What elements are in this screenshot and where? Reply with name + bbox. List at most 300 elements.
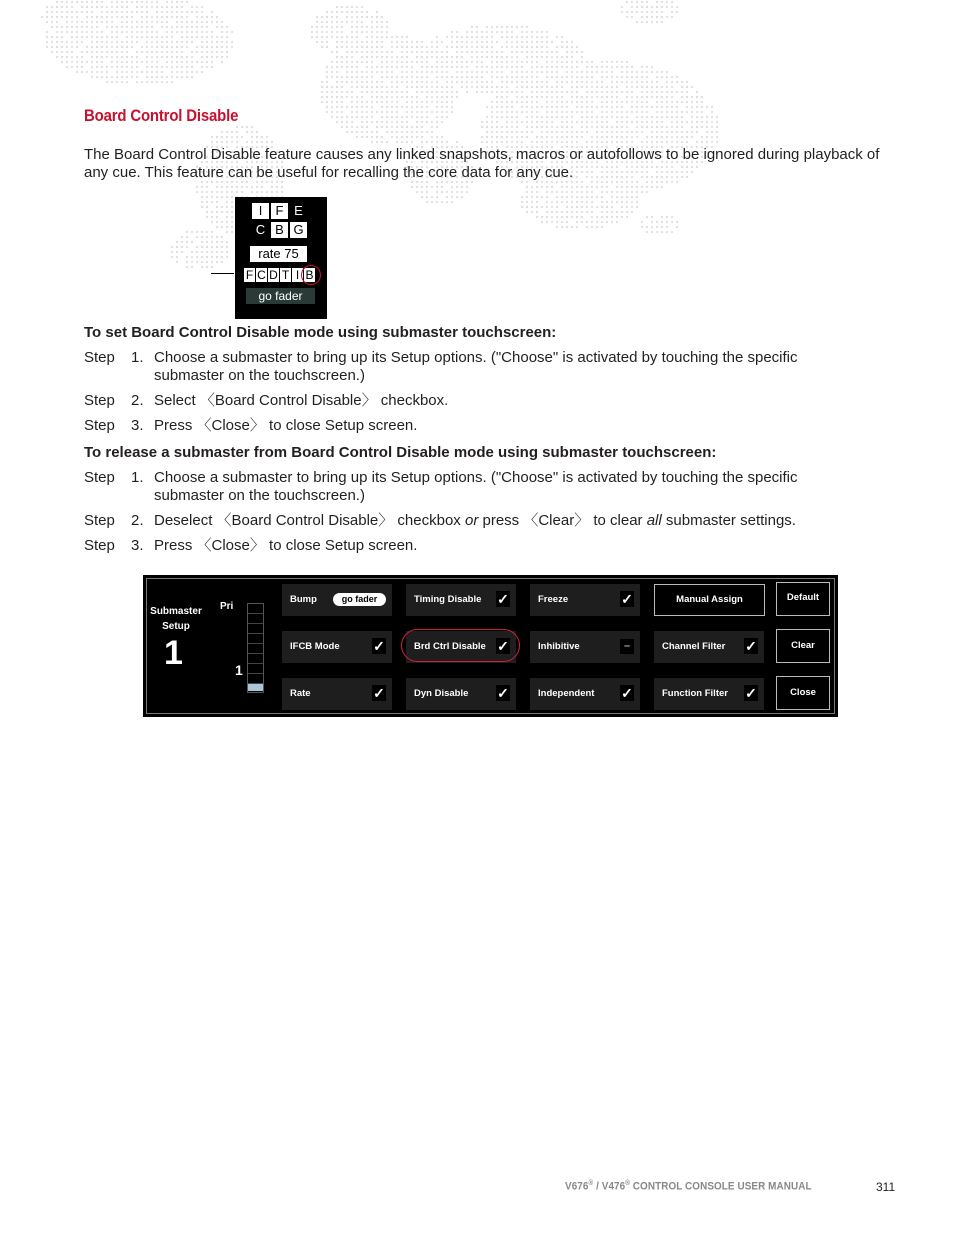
- map-dot: [601, 141, 603, 143]
- map-dot: [151, 71, 153, 73]
- independent-button[interactable]: [530, 678, 640, 710]
- map-dot: [361, 136, 363, 138]
- map-dot: [346, 106, 348, 108]
- map-dot: [401, 51, 403, 53]
- map-dot: [421, 126, 423, 128]
- map-dot: [356, 61, 358, 63]
- map-dot: [361, 61, 363, 63]
- map-dot: [171, 16, 173, 18]
- function-filter-button[interactable]: [654, 678, 764, 710]
- map-dot: [391, 96, 393, 98]
- map-dot: [211, 236, 213, 238]
- map-dot: [671, 126, 673, 128]
- map-dot: [241, 191, 243, 193]
- map-dot: [386, 116, 388, 118]
- map-dot: [651, 216, 653, 218]
- map-dot: [566, 126, 568, 128]
- map-dot: [341, 126, 343, 128]
- map-dot: [606, 131, 608, 133]
- checkbox-checked-icon[interactable]: ✓: [497, 638, 509, 654]
- map-dot: [571, 136, 573, 138]
- map-dot: [631, 136, 633, 138]
- map-dot: [651, 186, 653, 188]
- map-dot: [661, 101, 663, 103]
- map-dot: [336, 31, 338, 33]
- map-dot: [566, 141, 568, 143]
- map-dot: [216, 136, 218, 138]
- map-dot: [101, 71, 103, 73]
- map-dot: [626, 141, 628, 143]
- map-dot: [701, 136, 703, 138]
- map-dot: [641, 11, 643, 13]
- map-dot: [326, 46, 328, 48]
- map-dot: [661, 11, 663, 13]
- map-dot: [171, 66, 173, 68]
- map-dot: [341, 111, 343, 113]
- map-dot: [621, 81, 623, 83]
- map-dot: [171, 76, 173, 78]
- map-dot: [121, 16, 123, 18]
- checkbox-checked-icon[interactable]: ✓: [621, 685, 633, 701]
- map-dot: [451, 61, 453, 63]
- rate-button[interactable]: [282, 678, 392, 710]
- map-dot: [471, 46, 473, 48]
- map-dot: [586, 106, 588, 108]
- map-dot: [346, 81, 348, 83]
- map-dot: [466, 31, 468, 33]
- map-dot: [566, 221, 568, 223]
- map-dot: [476, 76, 478, 78]
- map-dot: [361, 101, 363, 103]
- bump-mode-pill[interactable]: go fader: [333, 593, 386, 606]
- checkbox-indeterminate-icon[interactable]: –: [620, 639, 634, 654]
- step-number: 1.: [131, 469, 144, 486]
- checkbox-checked-icon[interactable]: ✓: [745, 638, 757, 654]
- map-dot: [146, 1, 148, 3]
- map-dot: [401, 121, 403, 123]
- map-dot: [356, 76, 358, 78]
- freeze-button[interactable]: [530, 584, 640, 616]
- map-dot: [431, 91, 433, 93]
- map-dot: [641, 101, 643, 103]
- map-dot: [581, 106, 583, 108]
- map-dot: [106, 26, 108, 28]
- step-text-emphasis: or: [464, 512, 479, 529]
- map-dot: [141, 6, 143, 8]
- map-dot: [571, 46, 573, 48]
- map-dot: [536, 216, 538, 218]
- map-dot: [656, 96, 658, 98]
- map-dot: [336, 86, 338, 88]
- map-dot: [496, 71, 498, 73]
- checkbox-checked-icon[interactable]: ✓: [497, 685, 509, 701]
- map-dot: [191, 36, 193, 38]
- map-dot: [216, 16, 218, 18]
- map-dot: [91, 21, 93, 23]
- map-dot: [531, 196, 533, 198]
- map-dot: [116, 61, 118, 63]
- map-dot: [416, 86, 418, 88]
- button-label: Dyn Disable: [414, 688, 469, 699]
- checkbox-checked-icon[interactable]: ✓: [745, 685, 757, 701]
- clear-button[interactable]: Clear: [776, 629, 830, 663]
- step-number: 2.: [131, 392, 144, 409]
- map-dot: [636, 76, 638, 78]
- map-dot: [496, 26, 498, 28]
- map-dot: [516, 71, 518, 73]
- map-dot: [576, 61, 578, 63]
- map-dot: [71, 21, 73, 23]
- map-dot: [336, 116, 338, 118]
- map-dot: [576, 51, 578, 53]
- map-dot: [416, 111, 418, 113]
- map-dot: [671, 86, 673, 88]
- map-dot: [226, 26, 228, 28]
- map-dot: [186, 31, 188, 33]
- map-dot: [566, 91, 568, 93]
- checkbox-checked-icon[interactable]: ✓: [373, 685, 385, 701]
- map-dot: [661, 6, 663, 8]
- map-dot: [636, 136, 638, 138]
- map-dot: [506, 66, 508, 68]
- map-dot: [136, 76, 138, 78]
- map-dot: [521, 96, 523, 98]
- map-dot: [516, 76, 518, 78]
- map-dot: [371, 111, 373, 113]
- map-dot: [561, 211, 563, 213]
- bump-button[interactable]: [282, 584, 392, 616]
- map-dot: [581, 131, 583, 133]
- map-dot: [256, 186, 258, 188]
- map-dot: [216, 191, 218, 193]
- map-dot: [226, 226, 228, 228]
- map-dot: [531, 76, 533, 78]
- map-dot: [636, 6, 638, 8]
- map-dot: [421, 61, 423, 63]
- map-dot: [716, 131, 718, 133]
- map-dot: [211, 56, 213, 58]
- map-dot: [56, 21, 58, 23]
- footer-manual-title: [565, 1180, 812, 1193]
- map-dot: [556, 71, 558, 73]
- map-dot: [701, 126, 703, 128]
- map-dot: [666, 76, 668, 78]
- map-dot: [616, 91, 618, 93]
- map-dot: [601, 206, 603, 208]
- map-dot: [581, 86, 583, 88]
- map-dot: [551, 206, 553, 208]
- map-dot: [486, 41, 488, 43]
- map-dot: [201, 186, 203, 188]
- map-dot: [331, 36, 333, 38]
- map-dot: [91, 11, 93, 13]
- map-dot: [211, 31, 213, 33]
- map-dot: [381, 126, 383, 128]
- map-dot: [601, 106, 603, 108]
- map-dot: [646, 106, 648, 108]
- map-dot: [91, 6, 93, 8]
- map-dot: [671, 121, 673, 123]
- map-dot: [106, 21, 108, 23]
- map-dot: [141, 46, 143, 48]
- map-dot: [81, 1, 83, 3]
- map-dot: [556, 76, 558, 78]
- map-dot: [701, 106, 703, 108]
- map-dot: [566, 101, 568, 103]
- map-dot: [176, 261, 178, 263]
- map-dot: [141, 26, 143, 28]
- map-dot: [456, 66, 458, 68]
- map-dot: [436, 126, 438, 128]
- dyn-disable-button[interactable]: [406, 678, 516, 710]
- map-dot: [401, 131, 403, 133]
- map-dot: [646, 121, 648, 123]
- map-dot: [176, 241, 178, 243]
- map-dot: [421, 81, 423, 83]
- map-dot: [571, 116, 573, 118]
- map-dot: [586, 131, 588, 133]
- map-dot: [141, 1, 143, 3]
- map-dot: [176, 16, 178, 18]
- map-dot: [651, 16, 653, 18]
- map-dot: [481, 61, 483, 63]
- map-dot: [541, 136, 543, 138]
- channel-filter-button[interactable]: [654, 631, 764, 663]
- map-dot: [61, 46, 63, 48]
- map-dot: [681, 126, 683, 128]
- map-dot: [351, 16, 353, 18]
- map-dot: [666, 81, 668, 83]
- map-dot: [486, 46, 488, 48]
- map-dot: [66, 11, 68, 13]
- map-dot: [476, 26, 478, 28]
- map-dot: [406, 136, 408, 138]
- map-dot: [376, 136, 378, 138]
- map-dot: [706, 131, 708, 133]
- map-dot: [416, 96, 418, 98]
- map-dot: [216, 206, 218, 208]
- map-dot: [591, 126, 593, 128]
- map-dot: [491, 91, 493, 93]
- status-cell: D: [269, 268, 278, 282]
- map-dot: [156, 31, 158, 33]
- map-dot: [136, 66, 138, 68]
- map-dot: [626, 196, 628, 198]
- map-dot: [366, 116, 368, 118]
- map-dot: [411, 81, 413, 83]
- map-dot: [321, 46, 323, 48]
- map-dot: [366, 121, 368, 123]
- map-dot: [251, 136, 253, 138]
- map-dot: [506, 31, 508, 33]
- map-dot: [581, 116, 583, 118]
- map-dot: [561, 221, 563, 223]
- map-dot: [601, 91, 603, 93]
- map-dot: [46, 36, 48, 38]
- checkbox-checked-icon[interactable]: ✓: [497, 591, 509, 607]
- map-dot: [156, 71, 158, 73]
- timing-disable-button[interactable]: [406, 584, 516, 616]
- map-dot: [421, 196, 423, 198]
- map-dot: [131, 61, 133, 63]
- map-dot: [481, 36, 483, 38]
- map-dot: [341, 61, 343, 63]
- map-dot: [171, 56, 173, 58]
- map-dot: [251, 186, 253, 188]
- map-dot: [441, 111, 443, 113]
- map-dot: [351, 116, 353, 118]
- map-dot: [196, 46, 198, 48]
- map-dot: [441, 61, 443, 63]
- map-dot: [111, 41, 113, 43]
- map-dot: [596, 141, 598, 143]
- map-dot: [446, 196, 448, 198]
- map-dot: [546, 211, 548, 213]
- map-dot: [126, 6, 128, 8]
- map-dot: [501, 106, 503, 108]
- map-dot: [521, 81, 523, 83]
- map-dot: [101, 41, 103, 43]
- checkbox-checked-icon[interactable]: ✓: [373, 638, 385, 654]
- map-dot: [571, 91, 573, 93]
- map-dot: [686, 101, 688, 103]
- close-button[interactable]: Close: [776, 676, 830, 710]
- map-dot: [316, 36, 318, 38]
- map-dot: [591, 206, 593, 208]
- map-dot: [116, 66, 118, 68]
- map-dot: [366, 66, 368, 68]
- map-dot: [326, 16, 328, 18]
- ifcb-mode-button[interactable]: [282, 631, 392, 663]
- map-dot: [521, 106, 523, 108]
- map-dot: [551, 186, 553, 188]
- map-dot: [511, 111, 513, 113]
- map-dot: [526, 86, 528, 88]
- map-dot: [556, 126, 558, 128]
- map-dot: [451, 41, 453, 43]
- map-dot: [226, 231, 228, 233]
- map-dot: [81, 21, 83, 23]
- map-dot: [611, 116, 613, 118]
- map-dot: [526, 136, 528, 138]
- map-dot: [111, 56, 113, 58]
- map-dot: [386, 66, 388, 68]
- map-dot: [611, 76, 613, 78]
- map-dot: [166, 61, 168, 63]
- map-dot: [556, 106, 558, 108]
- map-dot: [531, 101, 533, 103]
- map-dot: [176, 51, 178, 53]
- map-dot: [676, 106, 678, 108]
- map-dot: [516, 96, 518, 98]
- map-dot: [391, 36, 393, 38]
- map-dot: [206, 41, 208, 43]
- priority-slider-thumb[interactable]: [248, 684, 263, 691]
- map-dot: [591, 121, 593, 123]
- map-dot: [411, 186, 413, 188]
- map-dot: [376, 31, 378, 33]
- map-dot: [536, 111, 538, 113]
- map-dot: [486, 56, 488, 58]
- map-dot: [51, 46, 53, 48]
- map-dot: [636, 191, 638, 193]
- map-dot: [371, 136, 373, 138]
- manual-assign-button[interactable]: Manual Assign: [654, 584, 765, 616]
- map-dot: [231, 131, 233, 133]
- map-dot: [631, 16, 633, 18]
- map-dot: [346, 51, 348, 53]
- map-dot: [361, 96, 363, 98]
- map-dot: [546, 126, 548, 128]
- map-dot: [566, 61, 568, 63]
- map-dot: [571, 141, 573, 143]
- map-dot: [61, 16, 63, 18]
- map-dot: [171, 251, 173, 253]
- map-dot: [606, 71, 608, 73]
- map-dot: [421, 191, 423, 193]
- map-dot: [416, 91, 418, 93]
- map-dot: [631, 191, 633, 193]
- map-dot: [621, 121, 623, 123]
- map-dot: [226, 241, 228, 243]
- map-dot: [421, 111, 423, 113]
- map-dot: [116, 46, 118, 48]
- map-dot: [581, 201, 583, 203]
- inhibitive-button[interactable]: [530, 631, 640, 663]
- map-dot: [46, 21, 48, 23]
- map-dot: [141, 81, 143, 83]
- button-label: Brd Ctrl Disable: [414, 641, 486, 652]
- map-dot: [511, 141, 513, 143]
- map-dot: [411, 46, 413, 48]
- map-dot: [601, 111, 603, 113]
- map-dot: [661, 106, 663, 108]
- map-dot: [511, 81, 513, 83]
- priority-slider[interactable]: [247, 603, 264, 693]
- map-dot: [281, 186, 283, 188]
- map-dot: [686, 81, 688, 83]
- map-dot: [391, 81, 393, 83]
- map-dot: [316, 21, 318, 23]
- map-dot: [691, 101, 693, 103]
- map-dot: [186, 61, 188, 63]
- flag-row-2: [252, 222, 309, 238]
- map-dot: [506, 121, 508, 123]
- map-dot: [441, 136, 443, 138]
- map-dot: [536, 71, 538, 73]
- default-button[interactable]: Default: [776, 582, 830, 616]
- map-dot: [121, 6, 123, 8]
- map-dot: [356, 51, 358, 53]
- map-dot: [221, 191, 223, 193]
- map-dot: [496, 136, 498, 138]
- map-dot: [631, 101, 633, 103]
- map-dot: [381, 61, 383, 63]
- map-dot: [606, 136, 608, 138]
- map-dot: [381, 91, 383, 93]
- map-dot: [171, 61, 173, 63]
- map-dot: [241, 186, 243, 188]
- map-dot: [191, 6, 193, 8]
- map-dot: [146, 46, 148, 48]
- map-dot: [136, 26, 138, 28]
- checkbox-checked-icon[interactable]: ✓: [621, 591, 633, 607]
- map-dot: [101, 31, 103, 33]
- map-dot: [481, 41, 483, 43]
- map-dot: [351, 101, 353, 103]
- map-dot: [656, 126, 658, 128]
- map-dot: [321, 21, 323, 23]
